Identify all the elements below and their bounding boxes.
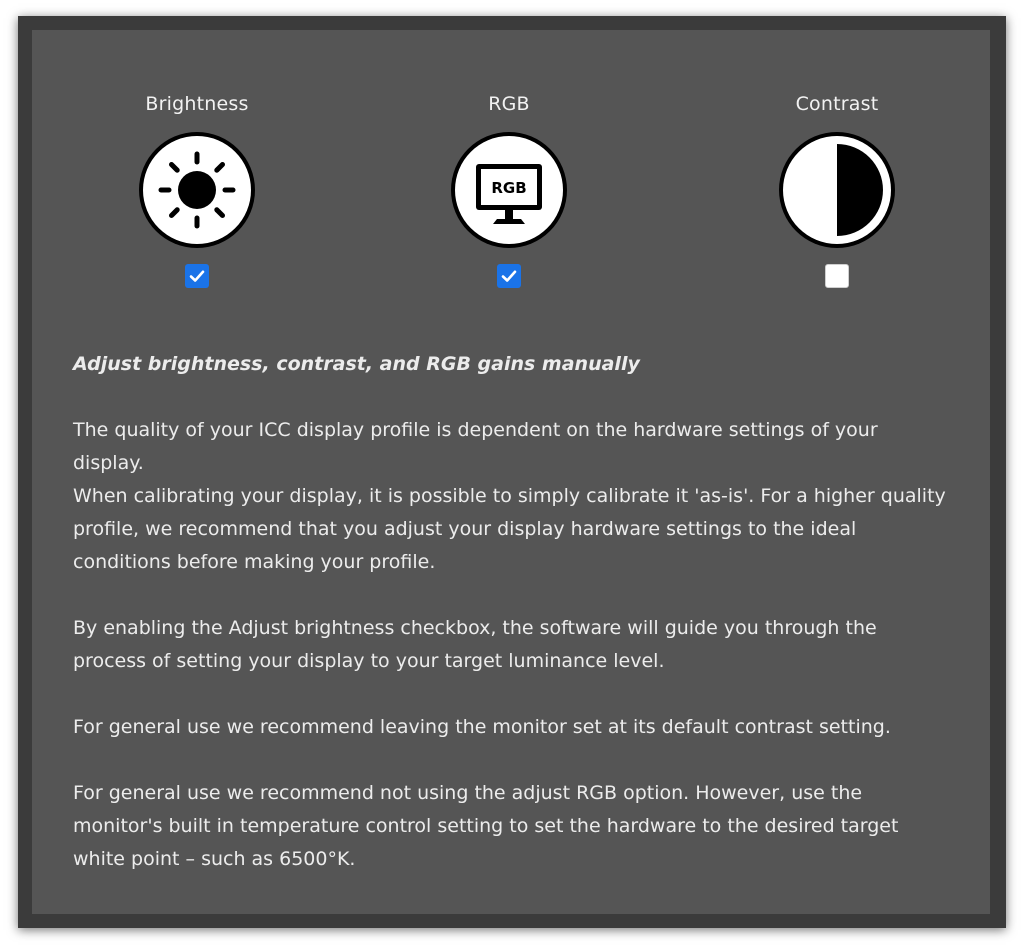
contrast-label: Contrast xyxy=(795,93,879,115)
rgb-option xyxy=(429,92,589,288)
description-paragraph-2: By enabling the Adjust brightness checkbox, the software will guide you through the process of setting your display to your target luminance level. xyxy=(73,617,877,672)
checkmark-icon xyxy=(500,267,518,285)
brightness-label: Brightness xyxy=(145,93,249,115)
description-paragraph-1b: When calibrating your display, it is possible to simply calibrate it 'as-is'. For a higher quality profile, we recommend that you adjust your display hardware settings to the ideal conditions before making your profile. xyxy=(73,485,946,573)
window-frame xyxy=(18,16,1006,928)
brightness-option xyxy=(117,92,277,288)
rgb-icon-text: RGB xyxy=(491,179,527,197)
description-paragraph-1a: The quality of your ICC display profile is dependent on the hardware settings of your display. xyxy=(73,419,878,474)
rgb-checkbox[interactable] xyxy=(497,264,521,288)
adjust-settings-panel xyxy=(32,30,990,914)
monitor-rgb-icon xyxy=(449,130,569,250)
sun-icon xyxy=(137,130,257,250)
description-paragraph-4: For general use we recommend not using the adjust RGB option. However, use the monitor's built in temperature control setting to set the hardware to the desired target white point – such as 6500°K. xyxy=(73,782,899,870)
brightness-checkbox[interactable] xyxy=(185,264,209,288)
description-text xyxy=(73,348,953,876)
rgb-label: RGB xyxy=(488,93,530,115)
description-heading: Adjust brightness, contrast, and RGB gains manually xyxy=(73,353,640,375)
contrast-icon xyxy=(777,130,897,250)
description-paragraph-3: For general use we recommend leaving the monitor set at its default contrast setting. xyxy=(73,716,891,738)
contrast-checkbox[interactable] xyxy=(825,264,849,288)
checkmark-icon xyxy=(188,267,206,285)
contrast-option xyxy=(757,92,917,288)
